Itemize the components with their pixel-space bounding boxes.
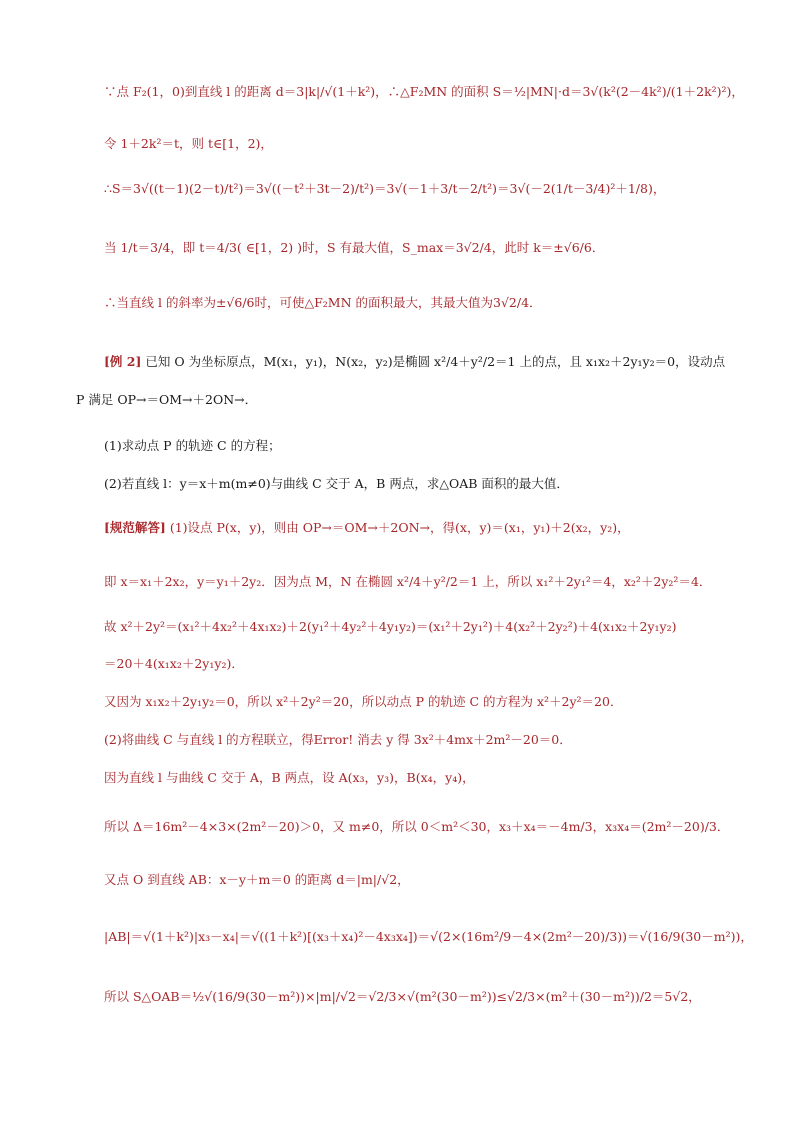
example-2-statement-1: 已知 O 为坐标原点，M(x₁，y₁)，N(x₂，y₂)是椭圆 x²/4＋y²/2＝1 上的点，且 x₁x₂＋2y₁y₂＝0，设动点 — [145, 354, 726, 369]
answer-line-6: (2)将曲线 C 与直线 l 的方程联立，得Error! 消去 y 得 3x²＋4mx＋2m²－20＝0． — [104, 732, 572, 747]
solution-line-distance-area: ∵点 F₂(1，0)到直线 l 的距离 d＝3|k|/√(1＋k²)，∴△F₂MN 的面积 S＝½|MN|·d＝3√(k²(2－4k²)/(1＋2k²)²)， — [104, 84, 744, 99]
example-2-tag: [例 2] — [104, 354, 142, 369]
example-2-line-2: P 满足 OP→＝OM→＋2ON→． — [76, 392, 258, 407]
answer-line-5: 又因为 x₁x₂＋2y₁y₂＝0，所以 x²＋2y²＝20，所以动点 P 的轨迹 C 的方程为 x²＋2y²＝20． — [104, 694, 623, 709]
answer-line-9: 又点 O 到直线 AB：x－y＋m＝0 的距离 d＝|m|/√2， — [104, 872, 410, 887]
example-2-line-1 — [104, 354, 725, 369]
answer-line-7: 因为直线 l 与曲线 C 交于 A，B 两点，设 A(x₃，y₃)，B(x₄，y₄)， — [104, 770, 475, 785]
example-2-question-2: (2)若直线 l：y＝x＋m(m≠0)与曲线 C 交于 A，B 两点，求△OAB 面积的最大值． — [104, 476, 569, 491]
answer-line-11: 所以 S△OAB＝½√(16/9(30－m²))×|m|/√2＝√2/3×√(m²(30－m²))≤√2/3×(m²＋(30－m²))/2＝5√2， — [104, 989, 701, 1004]
solution-line-area-expression: ∴S＝3√((t－1)(2－t)/t²)＝3√((－t²＋3t－2)/t²)＝3√(－1＋3/t－2/t²)＝3√(－2(1/t－3/4)²＋1/8)， — [104, 181, 666, 196]
answer-line-2: 即 x＝x₁＋2x₂，y＝y₁＋2y₂．因为点 M，N 在椭圆 x²/4＋y²/2＝1 上，所以 x₁²＋2y₁²＝4，x₂²＋2y₂²＝4． — [104, 574, 712, 589]
answer-line-10: |AB|＝√(1＋k²)|x₃－x₄|＝√((1＋k²)[(x₃＋x₄)²－4x₃x₄])＝√(2×(16m²/9－4×(2m²－20)/3))＝√(16/9(30－m²))， — [104, 929, 753, 944]
example-2-question-1: (1)求动点 P 的轨迹 C 的方程； — [104, 438, 281, 453]
answer-tag: [规范解答] — [104, 520, 166, 535]
solution-line-substitution: 令 1＋2k²＝t，则 t∈[1，2)， — [104, 136, 273, 151]
answer-line-8: 所以 Δ＝16m²－4×3×(2m²－20)＞0，又 m≠0，所以 0＜m²＜30，x₃＋x₄＝－4m/3，x₃x₄＝(2m²－20)/3． — [104, 819, 730, 834]
answer-line-3: 故 x²＋2y²＝(x₁²＋4x₂²＋4x₁x₂)＋2(y₁²＋4y₂²＋4y₁y₂)＝(x₁²＋2y₁²)＋4(x₂²＋2y₂²)＋4(x₁x₂＋2y₁y₂) — [104, 619, 677, 634]
answer-line-1 — [104, 520, 630, 535]
answer-line-4: ＝20＋4(x₁x₂＋2y₁y₂)． — [104, 656, 244, 671]
answer-part-1-start: (1)设点 P(x，y)，则由 OP→＝OM→＋2ON→，得(x，y)＝(x₁，y₁)＋2(x₂，y₂)， — [169, 520, 630, 535]
solution-line-conclusion: ∴当直线 l 的斜率为±√6/6时，可使△F₂MN 的面积最大，其最大值为3√2/4． — [104, 295, 542, 310]
solution-line-max-value: 当 1/t＝3/4，即 t＝4/3( ∈[1，2) )时，S 有最大值，S_max＝3√2/4，此时 k＝±√6/6． — [104, 240, 605, 255]
